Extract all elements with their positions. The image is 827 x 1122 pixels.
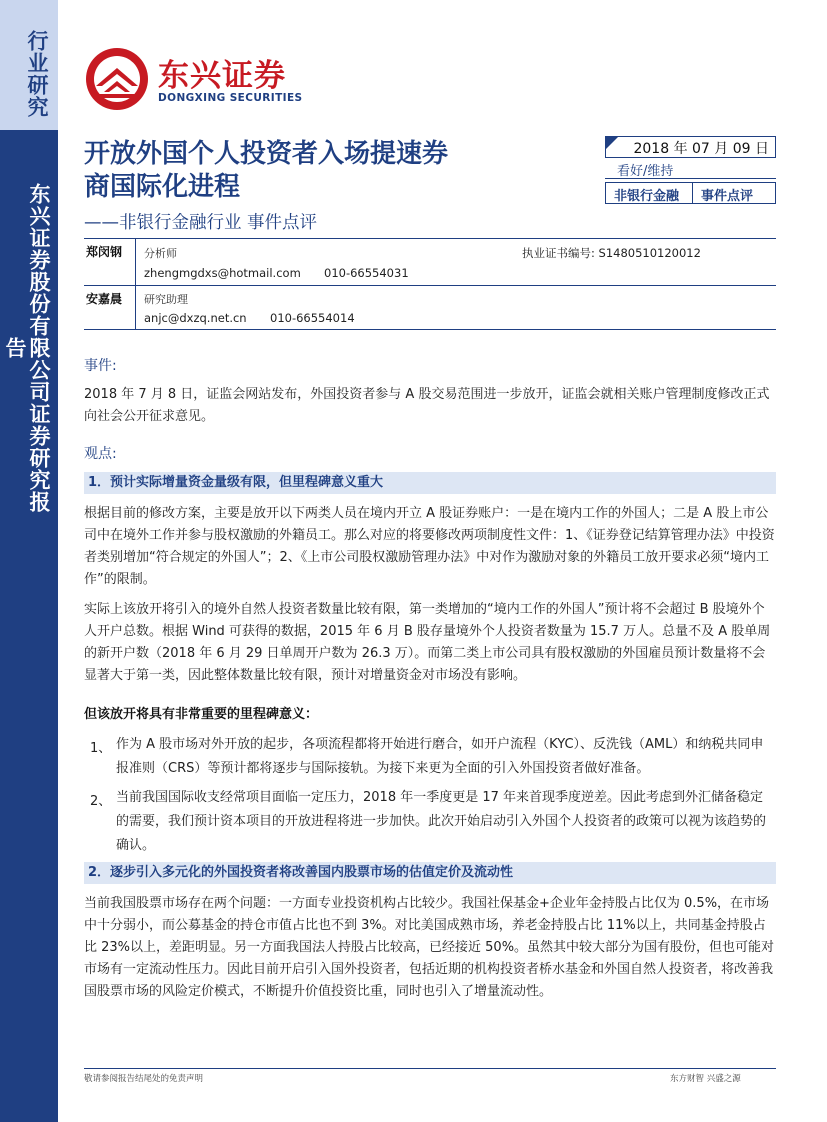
event-paragraph: 2018 年 7 月 8 日，证监会网站发布，外国投资者参与 A 股交易范围进一步放开，证监会就相关账户管理制度修改正式向社会公开征求意见。 (84, 387, 770, 424)
section-1-paragraph-1: 根据目前的修改方案，主要是放开以下两类人员在境内开立 A 股证券账户：一是在境内工作的外国人；二是 A 股上市公司中在境外工作并参与股权激励的外籍员工。那么对应的将要修改两项制度性文件：1、《证券登记结算管理办法》中投资者类别增加“符合规定的外国人”；2、《上市公司股权激励管理办法》中对作为激励对象的外籍员工放开要求必须“境内工作”的限制。 (84, 506, 775, 587)
table-rule (84, 285, 776, 286)
table-rule (84, 329, 776, 330)
section-1-body-2 (84, 599, 776, 687)
table-rule (84, 238, 776, 239)
logo-name-cn: 东兴证券 (158, 58, 286, 94)
table-divider (135, 238, 136, 330)
analyst-table (84, 238, 776, 330)
sidebar-company-label: 东兴证券股份有限公司证券研究报告 (3, 183, 52, 513)
analyst-role: 分析师 (144, 247, 177, 260)
industry-tag: 非银行金融 (614, 189, 680, 204)
footer-slogan: 东方财智 兴盛之源 (670, 1074, 741, 1084)
analyst-email[interactable]: anjc@dxzq.net.cn (144, 311, 247, 325)
company-logo (84, 46, 314, 116)
report-meta-box (605, 136, 776, 206)
report-date: 2018 年 07 月 09 日 (633, 141, 769, 157)
section-1-paragraph-2: 实际上该放开将引入的境外自然人投资者数量比较有限，第一类增加的“境内工作的外国人”预计将不会超过 B 股境外个人开户总数。根据 Wind 可获得的数据，2015 年 6 月 B 股存量境外个人投资者数量为 15.7 万人。总量不及 A 股单周的新开户数（2018 年 6 月 29 日单周开户数为 26.3 万）。而第二类上市公司具有股权激励的外国雇员预计数量将不会显著大于第一类，因此整体数量比较有限，预计对增量资金对市场没有影响。 (84, 602, 771, 683)
tag-row (605, 182, 776, 204)
footer-rule (84, 1068, 776, 1069)
analyst-name: 郑闵钢 (86, 245, 123, 259)
section-1-body (84, 503, 776, 591)
corner-triangle-icon (606, 137, 618, 149)
analyst-email[interactable]: zhengmgdxs@hotmail.com (144, 266, 301, 280)
analyst-name: 安嘉晨 (86, 292, 123, 306)
sidebar (0, 0, 58, 1122)
report-title-line2: 商国际化进程 (84, 172, 241, 202)
tag-divider (692, 183, 693, 203)
logo-name-en: DONGXING SECURITIES (158, 92, 303, 104)
section-2-paragraph-1: 当前我国股票市场存在两个问题：一方面专业投资机构占比较少。我国社保基金+企业年金持股占比仅为 0.5%，在市场中十分弱小，而公募基金的持仓市值占比也不到 3%。对比美国成熟市场，养老金持股占比 11%以上，共同基金持股占比 23%以上，差距明显。另一方面我国法人持股占比较高，已经接近 50%。虽然其中较大部分为国有股份，但也可能对市场有一定流动性压力。因此目前开启引入国外投资者，包括近期的机构投资者桥水基金和外国自然人投资者，将改善我国股票市场的风险定价模式，不断提升价值投资比重，同时也引入了增量流动性。 (84, 896, 775, 999)
section-1-title: 1．预计实际增量资金量级有限，但里程碑意义重大 (84, 472, 776, 494)
logo-emblem-icon (84, 46, 150, 112)
analyst-role: 研究助理 (144, 293, 188, 306)
report-type-tag: 事件点评 (701, 189, 754, 204)
report-title-line1: 开放外国个人投资者入场提速券 (84, 139, 449, 169)
event-text (84, 384, 776, 428)
list-item: 当前我国国际收支经常项目面临一定压力，2018 年一季度更是 17 年来首现季度逆差。因此考虑到外汇储备稳定的需要，我们预计资本项目的开放进程将进一步加快。此次开始启动引入外国个人投资者的政策可以视为该趋势的确认。 (116, 790, 767, 853)
list-item: 作为 A 股市场对外开放的起步，各项流程都将开始进行磨合，如开户流程（KYC）、反洗钱（AML）和纳税共同申报准则（CRS）等预计都将逐步与国际接轨。为接下来更为全面的引入外国投资者做好准备。 (116, 737, 764, 776)
report-subtitle: ——非银行金融行业 事件点评 (84, 213, 318, 233)
footer-disclaimer[interactable]: 敬请参阅报告结尾处的免责声明 (84, 1074, 204, 1084)
milestone-heading: 但该放开将具有非常重要的里程碑意义： (84, 707, 319, 722)
analyst-phone: 010-66554014 (270, 311, 355, 325)
analyst-phone: 010-66554031 (324, 266, 409, 280)
section-2-body (84, 893, 776, 1003)
event-heading: 事件: (84, 358, 117, 374)
section-2-title: 2．逐步引入多元化的外国投资者将改善国内股票市场的估值定价及流动性 (84, 862, 776, 884)
analyst-certificate: 执业证书编号: S1480510120012 (522, 246, 701, 260)
rating-label: 看好/维持 (617, 164, 674, 179)
date-row (605, 136, 776, 158)
list-item-number: 2、 (90, 794, 112, 809)
list-item-number: 1、 (90, 741, 112, 756)
report-title (84, 138, 448, 204)
sidebar-category-label: 行业研究 (25, 30, 50, 118)
rating-row (605, 159, 776, 179)
viewpoint-heading: 观点: (84, 446, 117, 462)
